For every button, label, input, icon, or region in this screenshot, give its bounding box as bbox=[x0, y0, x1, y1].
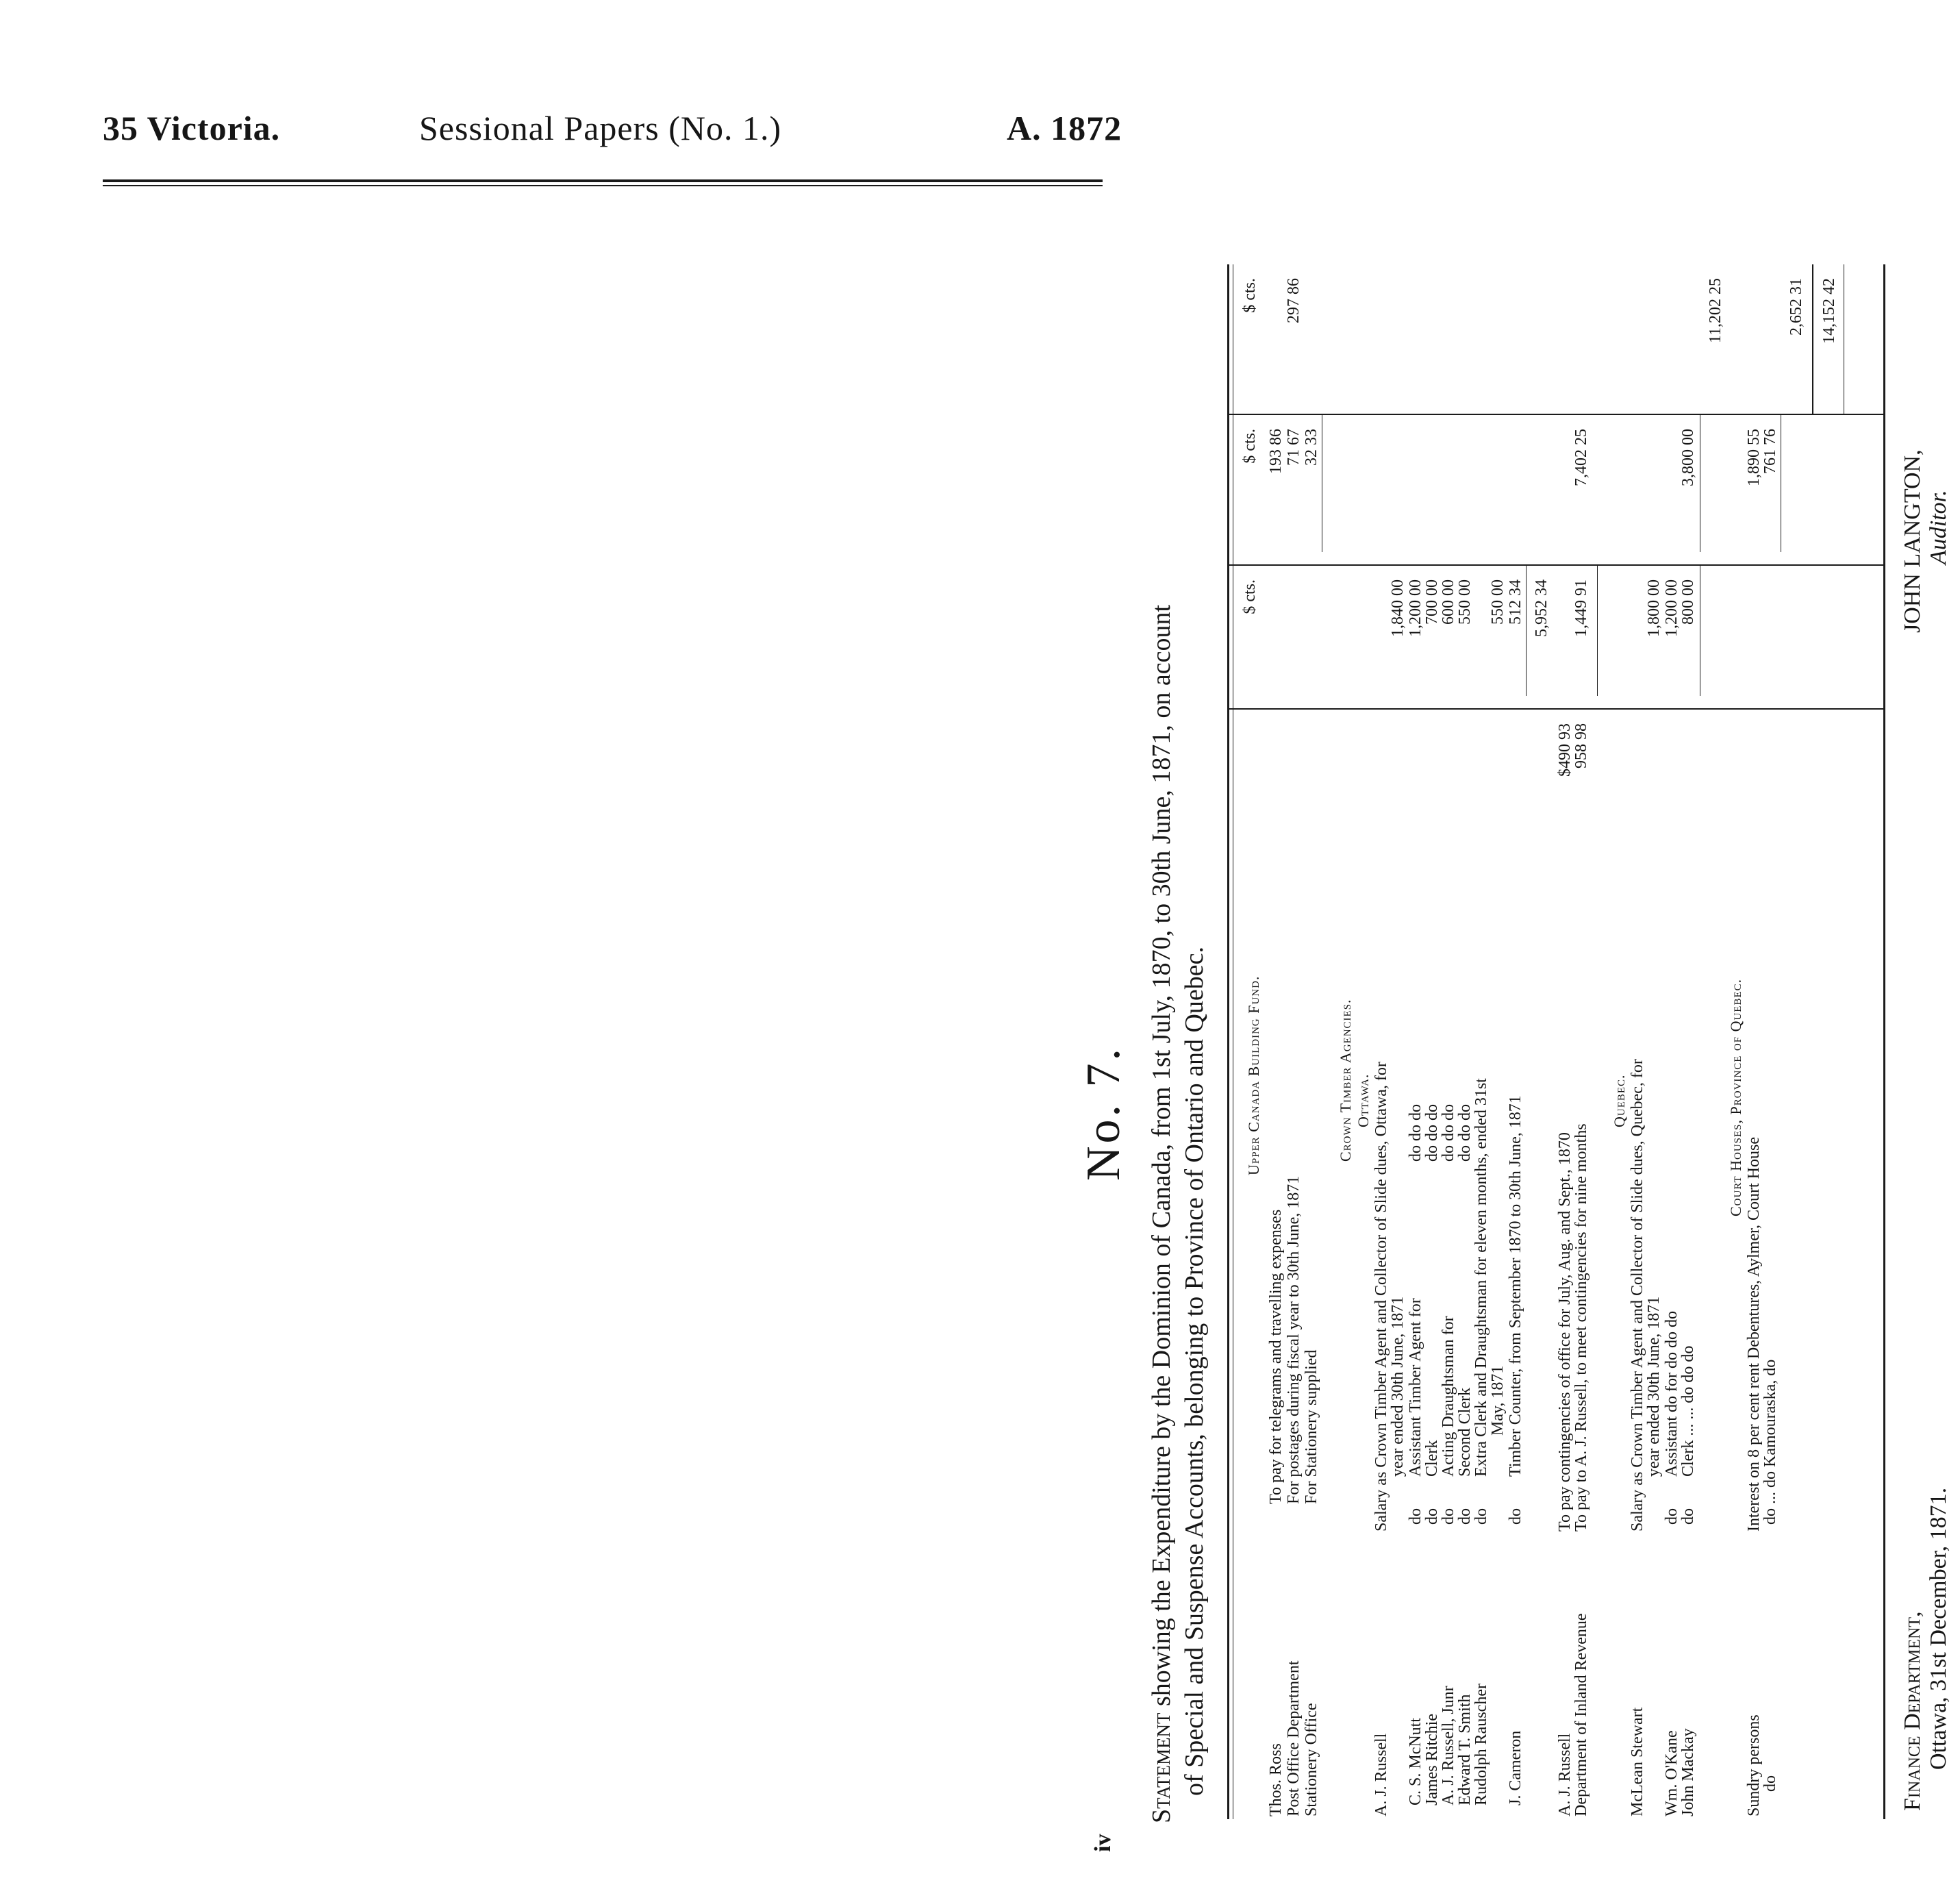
row-amount: 700 00 bbox=[1423, 579, 1441, 625]
col1-header: $ cts. bbox=[1241, 579, 1259, 614]
row-subtotal: 11,202 25 bbox=[1707, 278, 1724, 344]
row-subtotal: 5,952 34 bbox=[1533, 579, 1550, 637]
row-desc: Extra Clerk and Draughtsman for eleven months, ended 31st bbox=[1472, 1078, 1490, 1477]
statement-table bbox=[1227, 264, 1892, 1819]
section-crown-timber: Crown Timber Agencies. bbox=[1337, 999, 1354, 1162]
row-desc: Assistant Timber Agent for bbox=[1407, 1298, 1424, 1477]
row-desc: To pay to A. J. Russell, to meet contingencies for nine months bbox=[1572, 1123, 1590, 1532]
row-amount: 1,200 00 bbox=[1407, 579, 1424, 637]
row-desc: Clerk ... ... do do do bbox=[1679, 1345, 1697, 1477]
row-name: John Mackay bbox=[1679, 1728, 1697, 1816]
grand-total: 14,152 42 bbox=[1820, 278, 1838, 344]
row-name: C. S. McNutt bbox=[1407, 1717, 1424, 1805]
header-center: Sessional Papers (No. 1.) bbox=[419, 109, 782, 147]
row-subtotal: 297 86 bbox=[1285, 278, 1303, 323]
row-desc: Interest on 8 per cent rent Debentures, Aylmer, Court House bbox=[1745, 1137, 1763, 1532]
row-desc: To pay contingencies of office for July, Aug. and Sept., 1870 bbox=[1556, 1132, 1574, 1532]
row-ditto: do bbox=[1407, 1508, 1424, 1525]
row-name: McLean Stewart bbox=[1629, 1707, 1646, 1816]
row-amount: 71 67 bbox=[1285, 429, 1303, 466]
header-rule bbox=[103, 179, 1103, 182]
row-name: Wm. O'Kane bbox=[1663, 1730, 1681, 1816]
row-name: A. J. Russell bbox=[1556, 1733, 1574, 1816]
row-name: Post Office Department bbox=[1285, 1660, 1303, 1816]
row-name: Rudolph Rauscher bbox=[1472, 1684, 1490, 1805]
row-subtotal: 7,402 25 bbox=[1572, 429, 1590, 486]
row-amount: 800 00 bbox=[1679, 579, 1697, 625]
row-ditto: do bbox=[1507, 1508, 1524, 1525]
row-ditto: do bbox=[1440, 1508, 1457, 1525]
row-desc: Salary as Crown Timber Agent and Collector of Slide dues, Ottawa, for bbox=[1372, 1062, 1390, 1532]
row-ditto: do do do bbox=[1423, 1104, 1441, 1162]
col-sep-1 bbox=[1227, 708, 1883, 710]
footer-signer: JOHN LANGTON, bbox=[1900, 449, 1925, 633]
row-ditto: do bbox=[1472, 1508, 1490, 1525]
row-inline-amount: $490 93 bbox=[1556, 723, 1574, 777]
row-ditto: do do do bbox=[1440, 1104, 1457, 1162]
row-desc: May, 1871 bbox=[1489, 1365, 1507, 1436]
footer-signer-title: Auditor. bbox=[1926, 490, 1951, 564]
row-desc: do ... do Kamouraska, do bbox=[1761, 1359, 1779, 1525]
row-subtotal: 2,652 31 bbox=[1787, 278, 1805, 336]
row-ditto: do bbox=[1423, 1508, 1441, 1525]
row-desc: Assistant do for do do do bbox=[1663, 1311, 1681, 1477]
row-name: A. J. Russell, Junr bbox=[1440, 1686, 1457, 1805]
section-quebec: Quebec. bbox=[1611, 1074, 1628, 1127]
row-inline-amount: 958 98 bbox=[1572, 723, 1590, 768]
caption-lead: Statement bbox=[1147, 1712, 1176, 1823]
total-rule bbox=[1812, 264, 1813, 415]
row-amount: 600 00 bbox=[1440, 579, 1457, 625]
row-desc: For Stationery supplied bbox=[1303, 1349, 1320, 1504]
row-name: Edward T. Smith bbox=[1456, 1694, 1474, 1805]
caption-line1: showing the Expenditure by the Dominion of Canada, from 1st July, 1870, to 30th June, 1871, on account bbox=[1147, 604, 1176, 1707]
row-amount: 193 86 bbox=[1267, 429, 1285, 474]
col2-header: $ cts. bbox=[1241, 429, 1259, 464]
row-desc: Acting Draughtsman for bbox=[1440, 1316, 1457, 1477]
statement-caption bbox=[1145, 268, 1211, 1823]
row-amount: 1,200 00 bbox=[1663, 579, 1681, 637]
row-desc: year ended 30th June, 1871 bbox=[1645, 1296, 1663, 1477]
row-name: do bbox=[1761, 1775, 1779, 1792]
row-ditto: do bbox=[1456, 1508, 1474, 1525]
col-sep-3 bbox=[1227, 414, 1883, 415]
table-top-rule bbox=[1227, 264, 1229, 1819]
section-ottawa: Ottawa. bbox=[1355, 1073, 1372, 1127]
header-rule-thin bbox=[103, 185, 1103, 186]
row-ditto: do bbox=[1679, 1508, 1697, 1525]
row-amount: 1,449 91 bbox=[1572, 579, 1590, 637]
row-ditto: do bbox=[1663, 1508, 1681, 1525]
section-court-houses: Court Houses, Province of Quebec. bbox=[1727, 978, 1744, 1216]
row-amount: 761 76 bbox=[1761, 429, 1779, 474]
row-ditto: do do do bbox=[1407, 1104, 1424, 1162]
sum-rule bbox=[1597, 566, 1598, 696]
col3-header: $ cts. bbox=[1241, 278, 1259, 313]
row-amount: 1,890 55 bbox=[1745, 429, 1763, 486]
footer-dept: Finance Department, bbox=[1900, 1611, 1925, 1811]
row-ditto: do do do bbox=[1456, 1104, 1474, 1162]
row-desc: To pay for telegrams and travelling expenses bbox=[1267, 1209, 1285, 1504]
row-desc: Timber Counter, from September 1870 to 30th June, 1871 bbox=[1507, 1095, 1524, 1477]
row-amount: 512 34 bbox=[1507, 579, 1524, 625]
row-desc: For postages during fiscal year to 30th June, 1871 bbox=[1285, 1175, 1303, 1504]
row-name: J. Cameron bbox=[1507, 1730, 1524, 1805]
row-desc: Clerk bbox=[1423, 1440, 1441, 1477]
row-amount: 550 00 bbox=[1489, 579, 1507, 625]
page-number: iv bbox=[1090, 1834, 1116, 1852]
row-name: Thos. Ross bbox=[1267, 1743, 1285, 1816]
row-name: Stationery Office bbox=[1303, 1703, 1320, 1816]
table-bottom-rule bbox=[1883, 264, 1885, 1819]
header-right: A. 1872 bbox=[1007, 109, 1122, 147]
row-desc: Second Clerk bbox=[1456, 1388, 1474, 1477]
row-name: Department of Inland Revenue bbox=[1572, 1613, 1590, 1816]
header-left: 35 Victoria. bbox=[103, 109, 281, 147]
row-desc: year ended 30th June, 1871 bbox=[1389, 1296, 1407, 1477]
col-sep-2 bbox=[1227, 564, 1883, 566]
row-amount: 550 00 bbox=[1456, 579, 1474, 625]
row-desc: Salary as Crown Timber Agent and Collector of Slide dues, Quebec, for bbox=[1629, 1059, 1646, 1532]
row-amount: 1,840 00 bbox=[1389, 579, 1407, 637]
row-amount: 1,800 00 bbox=[1645, 579, 1663, 637]
row-name: Sundry persons bbox=[1745, 1714, 1763, 1816]
section-upper-canada: Upper Canada Building Fund. bbox=[1245, 975, 1262, 1175]
row-name: A. J. Russell bbox=[1372, 1733, 1390, 1816]
row-subtotal: 3,800 00 bbox=[1679, 429, 1697, 486]
row-name: James Ritchie bbox=[1423, 1714, 1441, 1805]
footer-place: Ottawa, 31st December, 1871. bbox=[1926, 1487, 1951, 1770]
caption-line2: of Special and Suspense Accounts, belonging to Province of Ontario and Quebec. bbox=[1180, 947, 1209, 1796]
rotated-statement bbox=[1070, 234, 1960, 1852]
row-amount: 32 33 bbox=[1303, 429, 1320, 466]
statement-title: No. 7. bbox=[1077, 1045, 1130, 1181]
